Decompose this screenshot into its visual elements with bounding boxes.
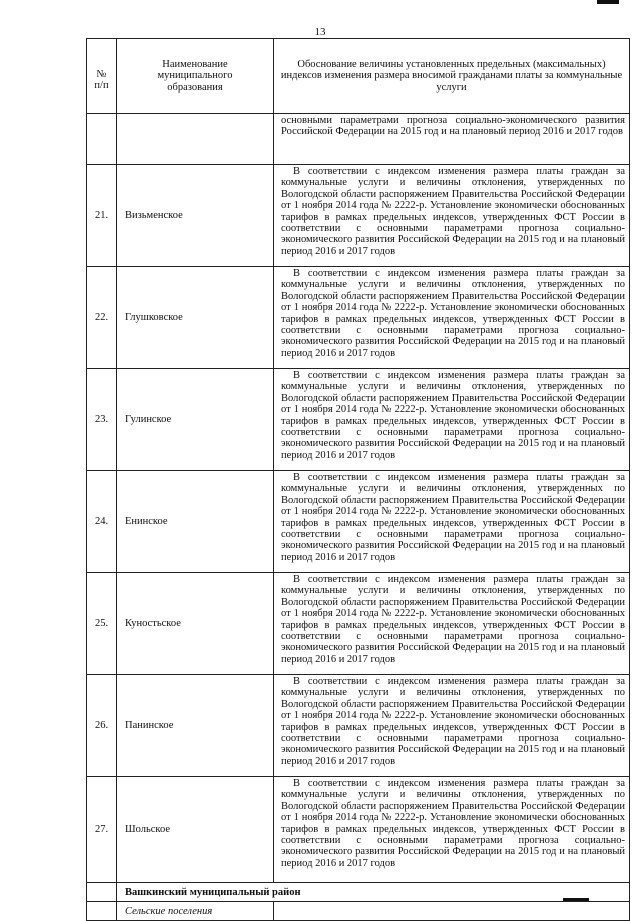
cell-basis-text: В соответствии с индексом изменения размера платы граждан за коммунальные услуги и величины отклонения, утвержденных по Вологодской области распоряжением Правительства Российской Федерации от 1 ноября 2014 года № 2222-р. Установление экономически обоснованных тарифов в рамках предельных индексов, утвержденных ФСТ России в соответствии с основными параметрами прогноза социально-экономического развития Российской Федерации на 2015 год и на плановый период 2016 и 2017 годов bbox=[281, 472, 625, 563]
cell-basis bbox=[274, 165, 630, 267]
scan-mark-bottom bbox=[563, 898, 589, 901]
cell-num: 26. bbox=[87, 675, 117, 777]
cell-num: 22. bbox=[87, 267, 117, 369]
cell-num: 27. bbox=[87, 777, 117, 883]
district-row bbox=[87, 883, 630, 902]
cell-num bbox=[87, 902, 117, 921]
cell-basis-continued: основными параметрами прогноза социально-экономического развития Российской Федерации на 2015 год и на плановый период 2016 и 2017 годов bbox=[274, 114, 630, 165]
cell-name: Енинское bbox=[117, 471, 274, 573]
table-row bbox=[87, 369, 630, 471]
cell-basis bbox=[274, 471, 630, 573]
table-row bbox=[87, 267, 630, 369]
cell-name: Шольское bbox=[117, 777, 274, 883]
table-row-continued bbox=[87, 114, 630, 165]
table-row bbox=[87, 165, 630, 267]
cell-basis bbox=[274, 902, 630, 921]
scan-mark-top bbox=[597, 0, 619, 4]
cell-num: 23. bbox=[87, 369, 117, 471]
cell-num bbox=[87, 883, 117, 902]
table-row bbox=[87, 573, 630, 675]
cell-num: 21. bbox=[87, 165, 117, 267]
cell-basis bbox=[274, 369, 630, 471]
table-header-row bbox=[87, 39, 630, 114]
cell-basis-text: В соответствии с индексом изменения размера платы граждан за коммунальные услуги и величины отклонения, утвержденных по Вологодской области распоряжением Правительства Российской Федерации от 1 ноября 2014 года № 2222-р. Установление экономически обоснованных тарифов в рамках предельных индексов, утвержденных ФСТ России в соответствии с основными параметрами прогноза социально-экономического развития Российской Федерации на 2015 год и на плановый период 2016 и 2017 годов bbox=[281, 676, 625, 767]
page-number: 13 bbox=[314, 26, 326, 38]
cell-name: Визьменское bbox=[117, 165, 274, 267]
cell-num: 25. bbox=[87, 573, 117, 675]
table-row bbox=[87, 777, 630, 883]
cell-num: 24. bbox=[87, 471, 117, 573]
subsection-label: Сельские поселения bbox=[117, 902, 274, 921]
cell-basis-text: В соответствии с индексом изменения размера платы граждан за коммунальные услуги и величины отклонения, утвержденных по Вологодской области распоряжением Правительства Российской Федерации от 1 ноября 2014 года № 2222-р. Установление экономически обоснованных тарифов в рамках предельных индексов, утвержденных ФСТ России в соответствии с основными параметрами прогноза социально-экономического развития Российской Федерации на 2015 год и на плановый период 2016 и 2017 годов bbox=[281, 574, 625, 665]
cell-num bbox=[87, 114, 117, 165]
header-num: № п/п bbox=[87, 39, 117, 114]
cell-name: Куностьское bbox=[117, 573, 274, 675]
district-name: Вашкинский муниципальный район bbox=[117, 883, 630, 902]
cell-name: Глушковское bbox=[117, 267, 274, 369]
cell-basis bbox=[274, 675, 630, 777]
cell-name: Гулинское bbox=[117, 369, 274, 471]
subsection-row bbox=[87, 902, 630, 921]
table-row bbox=[87, 471, 630, 573]
table-row bbox=[87, 675, 630, 777]
cell-basis-text: В соответствии с индексом изменения размера платы граждан за коммунальные услуги и величины отклонения, утвержденных по Вологодской области распоряжением Правительства Российской Федерации от 1 ноября 2014 года № 2222-р. Установление экономически обоснованных тарифов в рамках предельных индексов, утвержденных ФСТ России в соответствии с основными параметрами прогноза социально-экономического развития Российской Федерации на 2015 год и на плановый период 2016 и 2017 годов bbox=[281, 268, 625, 359]
cell-basis-text: В соответствии с индексом изменения размера платы граждан за коммунальные услуги и величины отклонения, утвержденных по Вологодской области распоряжением Правительства Российской Федерации от 1 ноября 2014 года № 2222-р. Установление экономически обоснованных тарифов в рамках предельных индексов, утвержденных ФСТ России в соответствии с основными параметрами прогноза социально-экономического развития Российской Федерации на 2015 год и на плановый период 2016 и 2017 годов bbox=[281, 166, 625, 257]
cell-basis bbox=[274, 573, 630, 675]
tariff-index-table bbox=[86, 38, 630, 921]
cell-basis bbox=[274, 777, 630, 883]
cell-name bbox=[117, 114, 274, 165]
cell-basis-text: В соответствии с индексом изменения размера платы граждан за коммунальные услуги и величины отклонения, утвержденных по Вологодской области распоряжением Правительства Российской Федерации от 1 ноября 2014 года № 2222-р. Установление экономически обоснованных тарифов в рамках предельных индексов, утвержденных ФСТ России в соответствии с основными параметрами прогноза социально-экономического развития Российской Федерации на 2015 год и на плановый период 2016 и 2017 годов bbox=[281, 778, 625, 869]
header-basis: Обоснование величины установленных предельных (максимальных) индексов изменения размера вносимой гражданами платы за коммунальные услуги bbox=[274, 39, 630, 114]
header-name: Наименование муниципального образования bbox=[117, 39, 274, 114]
cell-name: Панинское bbox=[117, 675, 274, 777]
cell-basis-text: В соответствии с индексом изменения размера платы граждан за коммунальные услуги и величины отклонения, утвержденных по Вологодской области распоряжением Правительства Российской Федерации от 1 ноября 2014 года № 2222-р. Установление экономически обоснованных тарифов в рамках предельных индексов, утвержденных ФСТ России в соответствии с основными параметрами прогноза социально-экономического развития Российской Федерации на 2015 год и на плановый период 2016 и 2017 годов bbox=[281, 370, 625, 461]
cell-basis bbox=[274, 267, 630, 369]
